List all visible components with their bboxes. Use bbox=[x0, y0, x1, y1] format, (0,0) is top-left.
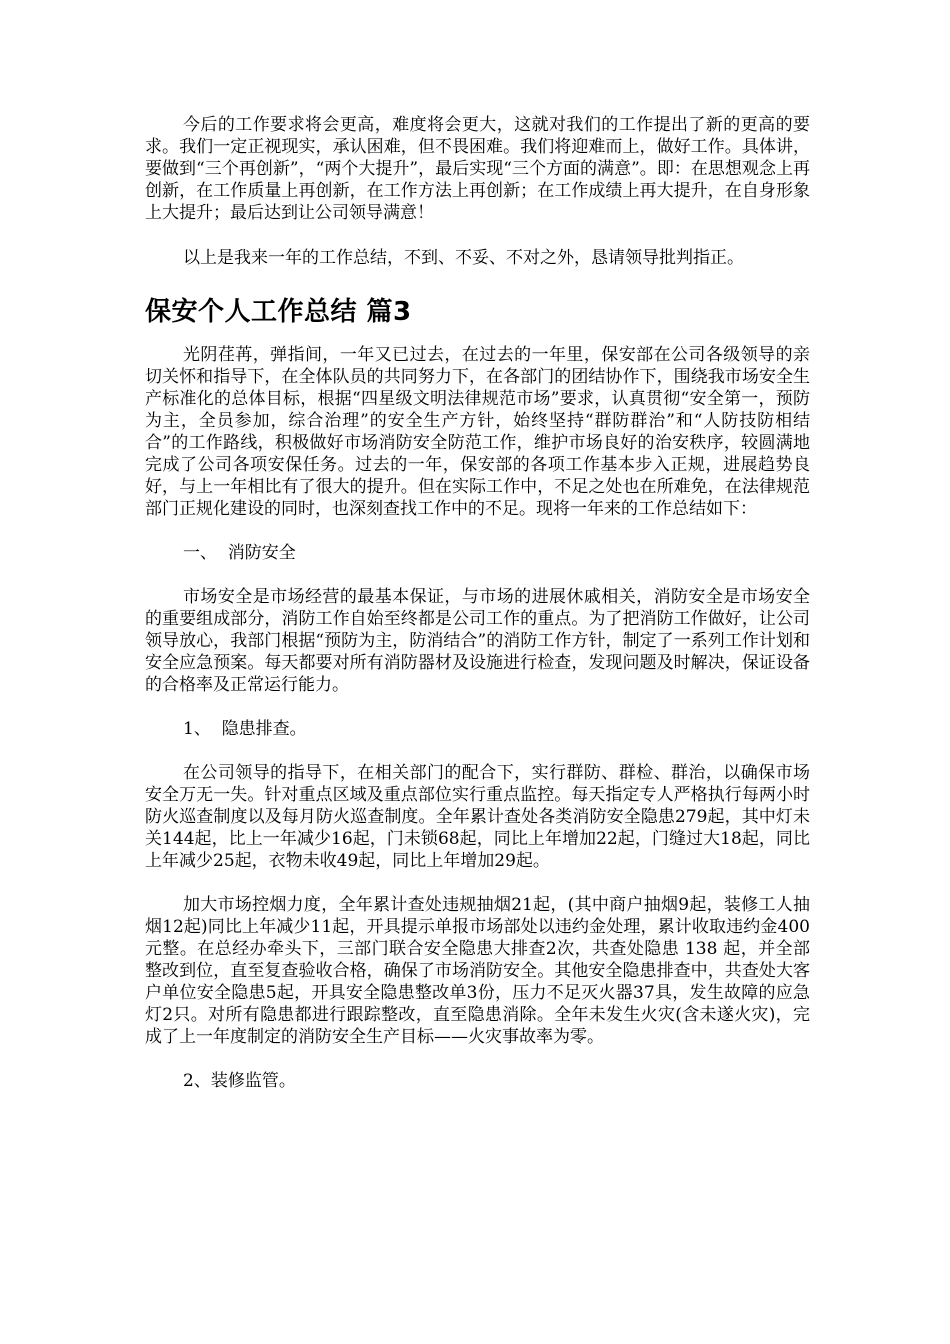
heading-fire-safety: 一、 消防安全 bbox=[183, 543, 296, 563]
document-page bbox=[145, 114, 810, 1092]
opening-paragraph: 光阴荏苒，弹指间，一年又已过去，在过去的一年里，保安部在公司各级领导的亲切关怀和指导下，在全体队员的共同努力下，在各部门的团结协作下，围绕我市场安全生产标准化的总体目标，根据“四星级文明法律规范市场”要求，认真贯彻“安全第一，预防为主，全员参加，综合治理”的安全生产方针，始终坚持“群防群治”和“人防技防相结合”的工作路线，积极做好市场消防安全防范工作，维护市场良好的治安秩序，较圆满地完成了公司各项安保任务。过去的一年，保安部的各项工作基本步入正规，进展趋势良好，与上一年相比有了很大的提升。但在实际工作中，不足之处也在所难免，在法律规范部门正规化建设的同时，也深刻查找工作中的不足。现将一年来的工作总结如下： bbox=[145, 345, 810, 519]
smoking-control-paragraph: 加大市场控烟力度，全年累计查处违规抽烟21起，(其中商户抽烟9起，装修工人抽烟12起)同比上年减少11起，开具提示单报市场部处以违约金处理，累计收取违约金400元整。在总经办牵头下，三部门联合安全隐患大排查2次，共查处隐患 138 起，并全部整改到位，直至复查验收合格，确保了市场消防安全。其他安全隐患排查中，共查处大客户单位安全隐患5起，开具安全隐患整改单3份，压力不足灭火器37具，发生故障的应急灯2只。对所有隐患都进行跟踪整改，直至隐患消除。全年未发生火灾(含未遂火灾)，完成了上一年度制定的消防安全生产目标——火灾事故率为零。 bbox=[145, 895, 810, 1047]
subheading-renovation-supervision: 2、装修监管。 bbox=[183, 1071, 296, 1091]
intro-paragraph-closing: 以上是我来一年的工作总结，不到、不妥、不对之外，恳请领导批判指正。 bbox=[183, 248, 744, 268]
fire-safety-paragraph: 市场安全是市场经营的最基本保证，与市场的进展休戚相关，消防安全是市场安全的重要组成部分，消防工作自始至终都是公司工作的重点。为了把消防工作做好，让公司领导放心，我部门根据“预防为主，防消结合”的消防工作方针，制定了一系列工作计划和安全应急预案。每天都要对所有消防器材及设施进行检查，发现问题及时解决，保证设备的合格率及正常运行能力。 bbox=[145, 587, 810, 695]
hazard-check-paragraph: 在公司领导的指导下，在相关部门的配合下，实行群防、群检、群治，以确保市场安全万无一失。针对重点区域及重点部位实行重点监控。每天指定专人严格执行每两小时防火巡查制度以及每月防火巡查制度。全年累计查处各类消防安全隐患279起，其中灯未关144起，比上一年减少16起，门未锁68起，同比上年增加22起，门缝过大18起，同比上年减少25起，衣物未收49起，同比上年增加29起。 bbox=[145, 763, 810, 871]
subheading-hazard-check: 1、 隐患排查。 bbox=[183, 719, 307, 739]
section-title: 保安个人工作总结 篇3 bbox=[145, 297, 412, 327]
intro-paragraph-requirements: 今后的工作要求将会更高，难度将会更大，这就对我们的工作提出了新的更高的要求。我们一定正视现实，承认困难，但不畏困难。我们将迎难而上，做好工作。具体讲，要做到“三个再创新”，“两个大提升”，最后实现“三个方面的满意”。即：在思想观念上再创新，在工作质量上再创新，在工作方法上再创新；在工作成绩上再大提升，在自身形象上大提升；最后达到让公司领导满意！ bbox=[145, 115, 810, 223]
